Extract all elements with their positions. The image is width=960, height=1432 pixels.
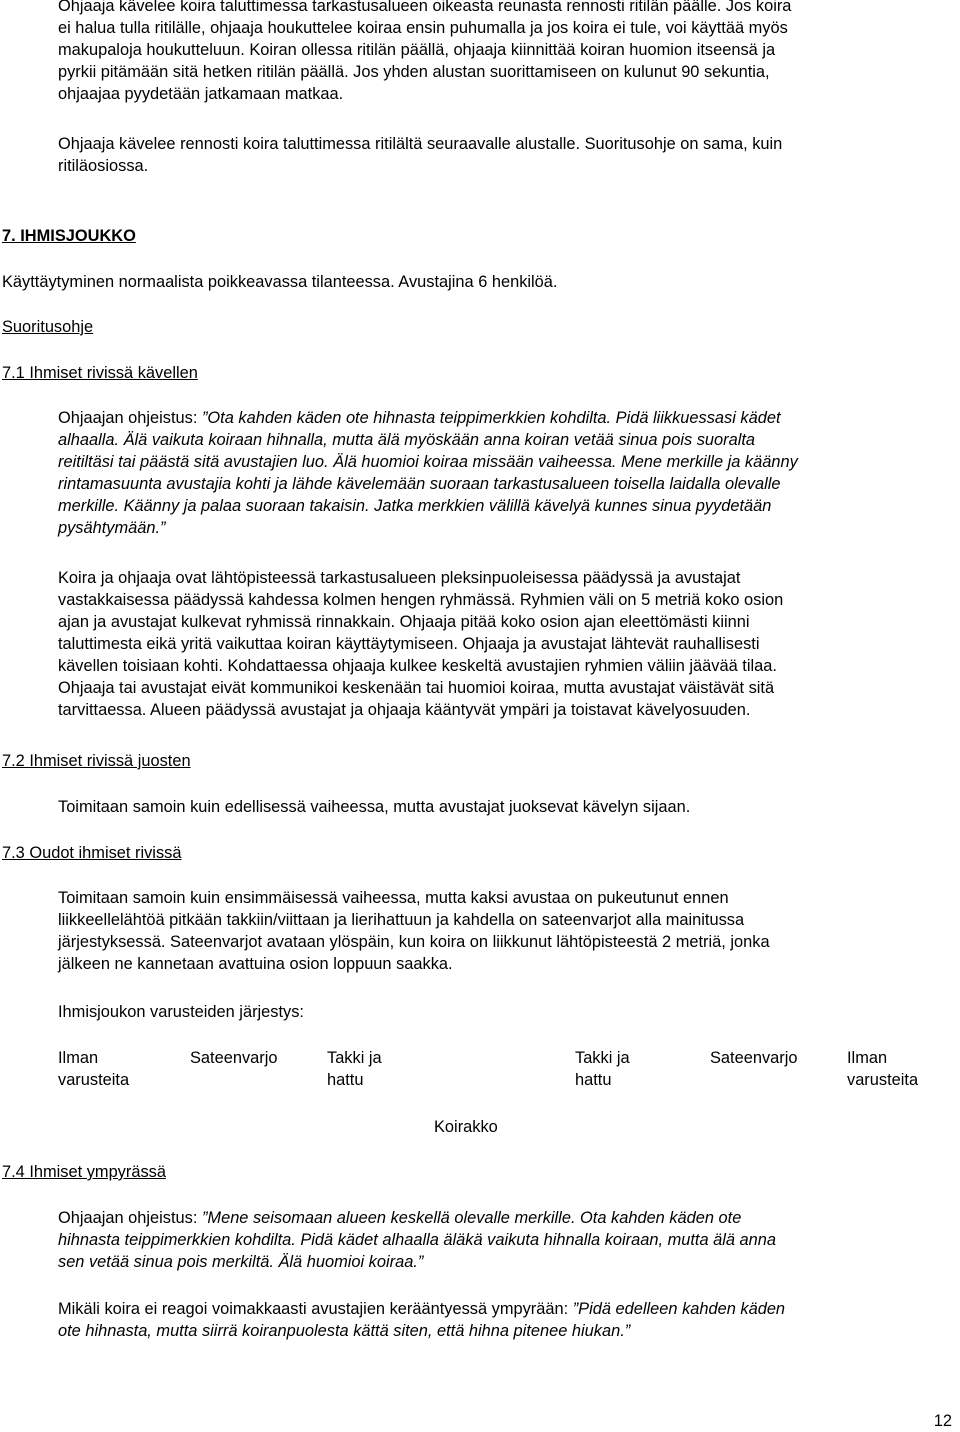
equipment-order-label: Ihmisjoukon varusteiden järjestys: [58, 1003, 304, 1021]
item-line: Takki ja [575, 1049, 630, 1067]
condition-label: Mikäli koira ei reagoi voimakkaasti avustajien kerääntyessä ympyrään: [58, 1300, 573, 1318]
equipment-order-item-6 [847, 1047, 918, 1091]
s72-description: Toimitaan samoin kuin edellisessä vaiheessa, mutta avustajat juoksevat kävelyn sijaan. [58, 798, 691, 816]
text-line: rintamasuunta avustajia kohti ja lähde kävelemään suoraan tarkastusalueen toisella laidalla olevalle [58, 475, 781, 493]
text-line: vastakkaisessa päädyssä kahdessa kolmen hengen ryhmässä. Ryhmien väli on 5 metriä koko osion [58, 591, 784, 609]
text-line: pysähtymään.” [58, 519, 166, 537]
item-line: Takki ja [327, 1049, 382, 1067]
text-line: ei halua tulla ritilälle, ohjaaja houkuttelee koiraa ensin puhumalla ja jos koira ei tule, voi käyttää myös [58, 19, 788, 37]
text-line: ritiläosiossa. [58, 157, 149, 175]
item-line: Sateenvarjo [190, 1049, 278, 1067]
instructions-quote: ”Ota kahden käden ote hihnasta teippimerkkien kohdilta. Pidä liikkuessasi kädet [201, 409, 781, 427]
dog-team-label: Koirakko [434, 1118, 498, 1136]
text-line: Ohjaaja kävelee koira taluttimessa tarkastusalueen oikeasta reunasta rennosti ritilän päälle. Jos koira [58, 0, 792, 15]
text-line: hihnasta teippimerkkien kohdilta. Pidä kädet alhaalla äläkä vaikuta hihnalla koiraan, mutta älä anna [58, 1231, 777, 1249]
text-line: ohjaajaa pyydetään jatkamaan matkaa. [58, 85, 344, 103]
text-line: sen vetää sinua pois merkiltä. Älä huomioi koiraa.” [58, 1253, 424, 1271]
text-line: makupaloja houkutteluun. Koiran ollessa ritilän päällä, ohjaaja kiinnittää koiran huomion itseensä ja [58, 41, 776, 59]
text-line [58, 1298, 785, 1320]
text-line: tarvittaessa. Alueen päädyssä avustajat ja ohjaaja kääntyvät ympäri ja toistavat kävelyosuuden. [58, 701, 751, 719]
subsection-7-4-title: 7.4 Ihmiset ympyrässä [2, 1163, 166, 1181]
equipment-order-item-5 [710, 1047, 797, 1069]
subsection-7-2-title: 7.2 Ihmiset rivissä juosten [2, 752, 191, 770]
text-line: liikkeellelähtöä pitkään takkiin/viittaan ja lierihattuun ja kahdella on sateenvarjot alla mainitussa [58, 911, 745, 929]
instructions-label: Ohjaajan ohjeistus: [58, 1209, 202, 1227]
equipment-order-item-1 [58, 1047, 129, 1091]
item-line: Ilman [847, 1049, 888, 1067]
item-line: Sateenvarjo [710, 1049, 798, 1067]
s74-additional-instructions [58, 1298, 785, 1342]
s73-description [58, 887, 770, 975]
text-line: jälkeen ne kannetaan avattuina osion loppuun saakka. [58, 955, 453, 973]
text-line: järjestyksessä. Sateenvarjot avataan ylöspäin, kun koira on liikkunut lähtöpisteestä 2 metriä, jonka [58, 933, 770, 951]
item-line: hattu [327, 1071, 364, 1089]
instructions-heading: Suoritusohje [2, 318, 94, 336]
page-number: 12 [933, 1412, 952, 1430]
text-line: pyrkii pitämään sitä hetken ritilän päällä. Jos yhden alustan suorittamiseen on kulunut 90 sekuntia, [58, 63, 770, 81]
instructions-quote: ”Mene seisomaan alueen keskellä olevalle merkille. Ota kahden käden ote [201, 1209, 742, 1227]
subsection-7-3-title: 7.3 Oudot ihmiset rivissä [2, 844, 182, 862]
subsection-7-1-title: 7.1 Ihmiset rivissä kävellen [2, 364, 198, 382]
equipment-order-item-4 [575, 1047, 630, 1091]
s71-handler-instructions [58, 407, 798, 539]
text-line: merkille. Käänny ja palaa suoraan takaisin. Jatka merkkien välillä kävelyä kunnes sinua pyydetään [58, 497, 772, 515]
text-line: ajan ja avustajat kulkevat ryhmissä rinnakkain. Ohjaaja pitää koko osion ajan eleettömästi kiinni [58, 613, 750, 631]
section-7-description: Käyttäytyminen normaalista poikkeavassa tilanteessa. Avustajina 6 henkilöä. [2, 273, 558, 291]
text-line: Koira ja ohjaaja ovat lähtöpisteessä tarkastusalueen pleksinpuoleisessa päädyssä ja avustajat [58, 569, 741, 587]
instructions-label: Ohjaajan ohjeistus: [58, 409, 202, 427]
text-line: Ohjaaja tai avustajat eivät kommunikoi keskenään tai huomioi koiraa, mutta avustajat väistävät sitä [58, 679, 775, 697]
item-line: varusteita [847, 1071, 919, 1089]
text-line [58, 407, 798, 429]
item-line: hattu [575, 1071, 612, 1089]
intro-paragraph-2 [58, 133, 782, 177]
equipment-order-item-3 [327, 1047, 382, 1091]
item-line: Ilman [58, 1049, 99, 1067]
s71-description [58, 567, 783, 721]
text-line: kävellen toisiaan kohti. Kohdattaessa ohjaaja kulkee keskeltä avustajien ryhmien väliin jäävää tilaa. [58, 657, 777, 675]
item-line: varusteita [58, 1071, 130, 1089]
instructions-quote: ”Pidä edelleen kahden käden [572, 1300, 786, 1318]
text-line: Ohjaaja kävelee rennosti koira taluttimessa ritilältä seuraavalle alustalle. Suoritusohje on sama, kuin [58, 135, 783, 153]
text-line: alhaalla. Älä vaikuta koiraan hihnalla, mutta älä myöskään anna koiran vetää sinua pois suoralta [58, 431, 756, 449]
intro-paragraph-1 [58, 0, 791, 105]
text-line: ote hihnasta, mutta siirrä koiranpuolesta kättä siten, että hihna pitenee hiukan.” [58, 1322, 631, 1340]
text-line: Toimitaan samoin kuin ensimmäisessä vaiheessa, mutta kaksi avustaa on pukeutunut ennen [58, 889, 729, 907]
section-7-title: 7. IHMISJOUKKO [2, 227, 136, 245]
s74-handler-instructions [58, 1207, 776, 1273]
text-line: reitiltäsi tai päästä sitä avustajien luo. Älä huomioi koiraa missään vaiheessa. Mene merkille ja käänny [58, 453, 798, 471]
equipment-order-item-2 [190, 1047, 277, 1069]
text-line [58, 1207, 776, 1229]
text-line: taluttimesta eikä yritä vaikuttaa koiran käyttäytymiseen. Ohjaaja ja avustajat lähtevät rauhallisesti [58, 635, 760, 653]
